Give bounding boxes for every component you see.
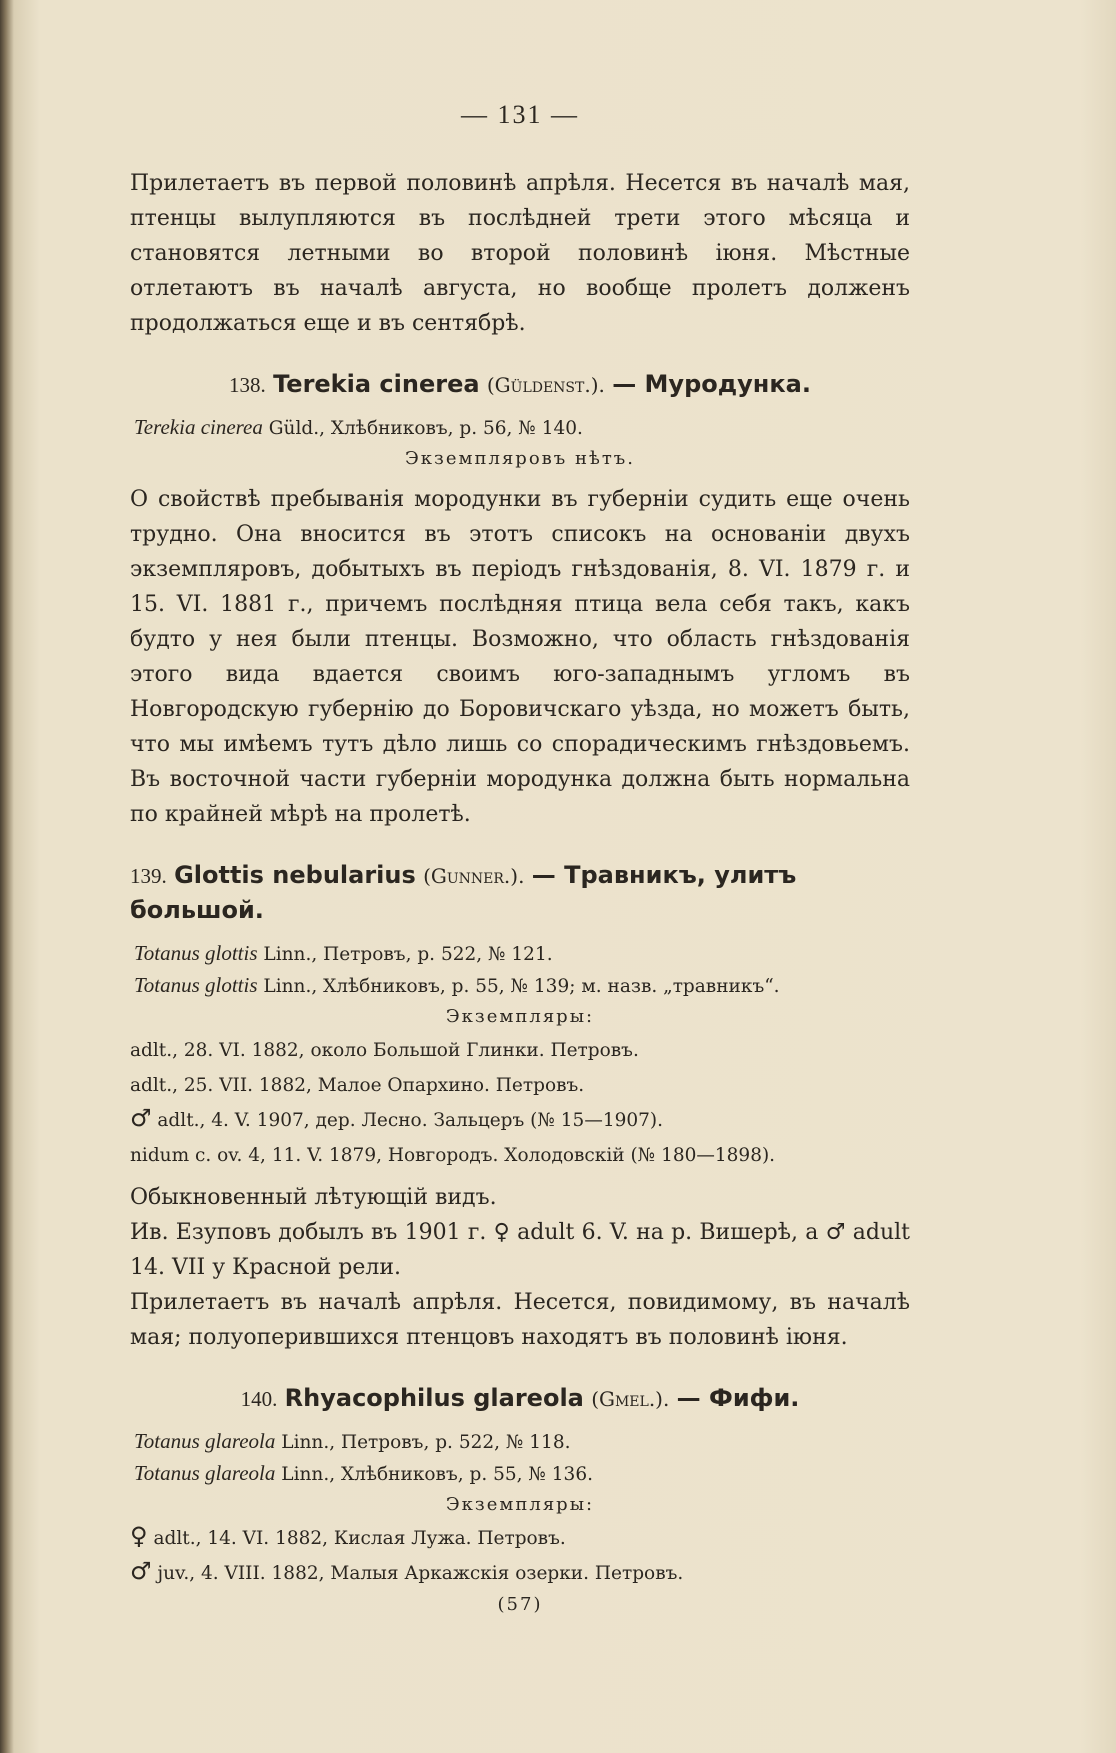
species-latin-name: Terekia cinerea [273,370,480,398]
specimen-text: nidum c. ov. 4, 11. V. 1879, Новгородъ. Холодовскій (№ 180—1898). [130,1145,776,1166]
synonym-line [134,938,910,970]
species-138-paragraph: О свойствѣ пребыванія мородунки въ губерніи судить еще очень трудно. Она вносится въ этотъ списокъ на основаніи двухъ экземпляровъ, добытыхъ въ періодъ гнѣздованія, 8. VI. 1879 г. и 15. VI. 1881 г., причемъ послѣдняя птица вела себя такъ, какъ будто у нея были птенцы. Возможно, что область гнѣздованія этого вида вдается своимъ юго-западнымъ угломъ въ Новгородскую губернію до Боровичскаго уѣзда, но можетъ быть, что мы имѣемъ тутъ дѣло лишь со спорадическимъ гнѣздовьемъ. Въ восточной части губерніи мородунка должна быть нормальна по крайней мѣрѣ на пролетѣ. [130,487,910,827]
synonym-line [134,412,910,444]
species-139-paragraph: Обыкновенный лѣтующій видъ. [130,1185,497,1210]
species-latin-name: Glottis nebularius [174,861,416,889]
specimen-line [130,1032,910,1067]
specimen-text: adlt., 4. V. 1907, дер. Лесно. Зальцеръ (№ 15—1907). [157,1110,663,1131]
species-russian-name: — Фифи. [676,1384,800,1412]
species-139-heading [130,858,910,928]
specimen-line [130,1520,910,1555]
sex-symbol: ♂ [130,1104,152,1132]
specimen-text: adlt., 28. VI. 1882, около Большой Глинки. Петровъ. [130,1040,639,1061]
specimens-title: Экземпляры: [445,1494,595,1515]
species-russian-name: — Травникъ, улитъ большой. [130,861,797,924]
species-139-paragraph: Прилетаетъ въ началѣ апрѣля. Несется, повидимому, въ началѣ мая; полуоперившихся птенцовъ находятъ въ половинѣ іюня. [130,1290,910,1350]
synonym-name: Totanus glottis [134,973,258,997]
synonym-name: Totanus glareola [134,1429,276,1453]
species-number: 138. [229,373,266,397]
synonym-name: Terekia cinerea [134,415,263,439]
specimen-line [130,1137,910,1172]
specimen-line [130,1102,910,1137]
species-latin-name: Rhyacophilus glareola [284,1384,584,1412]
specimens-title: Экземпляры: [445,1006,595,1027]
page-number: — 131 — [461,100,579,129]
species-author: (Güldenst.). [486,373,605,397]
text-column [130,100,910,1620]
species-author: (Gunner.). [423,864,525,888]
synonym-ref: Linn., Хлѣбниковъ, р. 55, № 139; м. назв. „травникъ“. [263,976,780,997]
sex-symbol: ♂ [130,1557,152,1585]
sex-symbol: ♀ [130,1522,148,1550]
species-author: (Gmel.). [591,1387,670,1411]
specimen-text: juv., 4. VIII. 1882, Малыя Аркажскія озерки. Петровъ. [157,1563,684,1584]
signature-mark: (57) [497,1594,543,1615]
specimens-title: Экземпляровъ нѣтъ. [405,448,635,469]
species-138-heading [130,367,910,402]
synonym-ref: Linn., Петровъ, р. 522, № 118. [281,1432,571,1453]
species-russian-name: — Муродунка. [612,370,811,398]
synonym-ref: Güld., Хлѣбниковъ, р. 56, № 140. [268,418,583,439]
species-139-paragraph: Ив. Езуповъ добылъ въ 1901 г. ♀ adult 6. V. на р. Вишерѣ, а ♂ adult 14. VII у Красной рели. [130,1220,910,1280]
specimen-line [130,1555,910,1590]
specimen-text: adlt., 25. VII. 1882, Малое Опархино. Петровъ. [130,1075,585,1096]
intro-paragraph: Прилетаетъ въ первой половинѣ апрѣля. Несется въ началѣ мая, птенцы вылупляются въ послѣдней трети этого мѣсяца и становятся летными во второй половинѣ іюня. Мѣстные отлетаютъ въ началѣ августа, но вообще пролетъ долженъ продолжаться еще и въ сентябрѣ. [130,171,910,336]
species-number: 140. [240,1387,278,1411]
synonym-line [134,970,910,1002]
species-140-heading [130,1381,910,1416]
synonym-line [134,1458,910,1490]
specimen-line [130,1067,910,1102]
synonym-name: Totanus glottis [134,941,258,965]
synonym-line [134,1426,910,1458]
synonym-name: Totanus glareola [134,1461,276,1485]
specimen-text: adlt., 14. VI. 1882, Кислая Лужа. Петровъ. [153,1528,566,1549]
synonym-ref: Linn., Хлѣбниковъ, р. 55, № 136. [281,1464,593,1485]
species-number: 139. [130,864,167,888]
synonym-ref: Linn., Петровъ, р. 522, № 121. [263,944,553,965]
